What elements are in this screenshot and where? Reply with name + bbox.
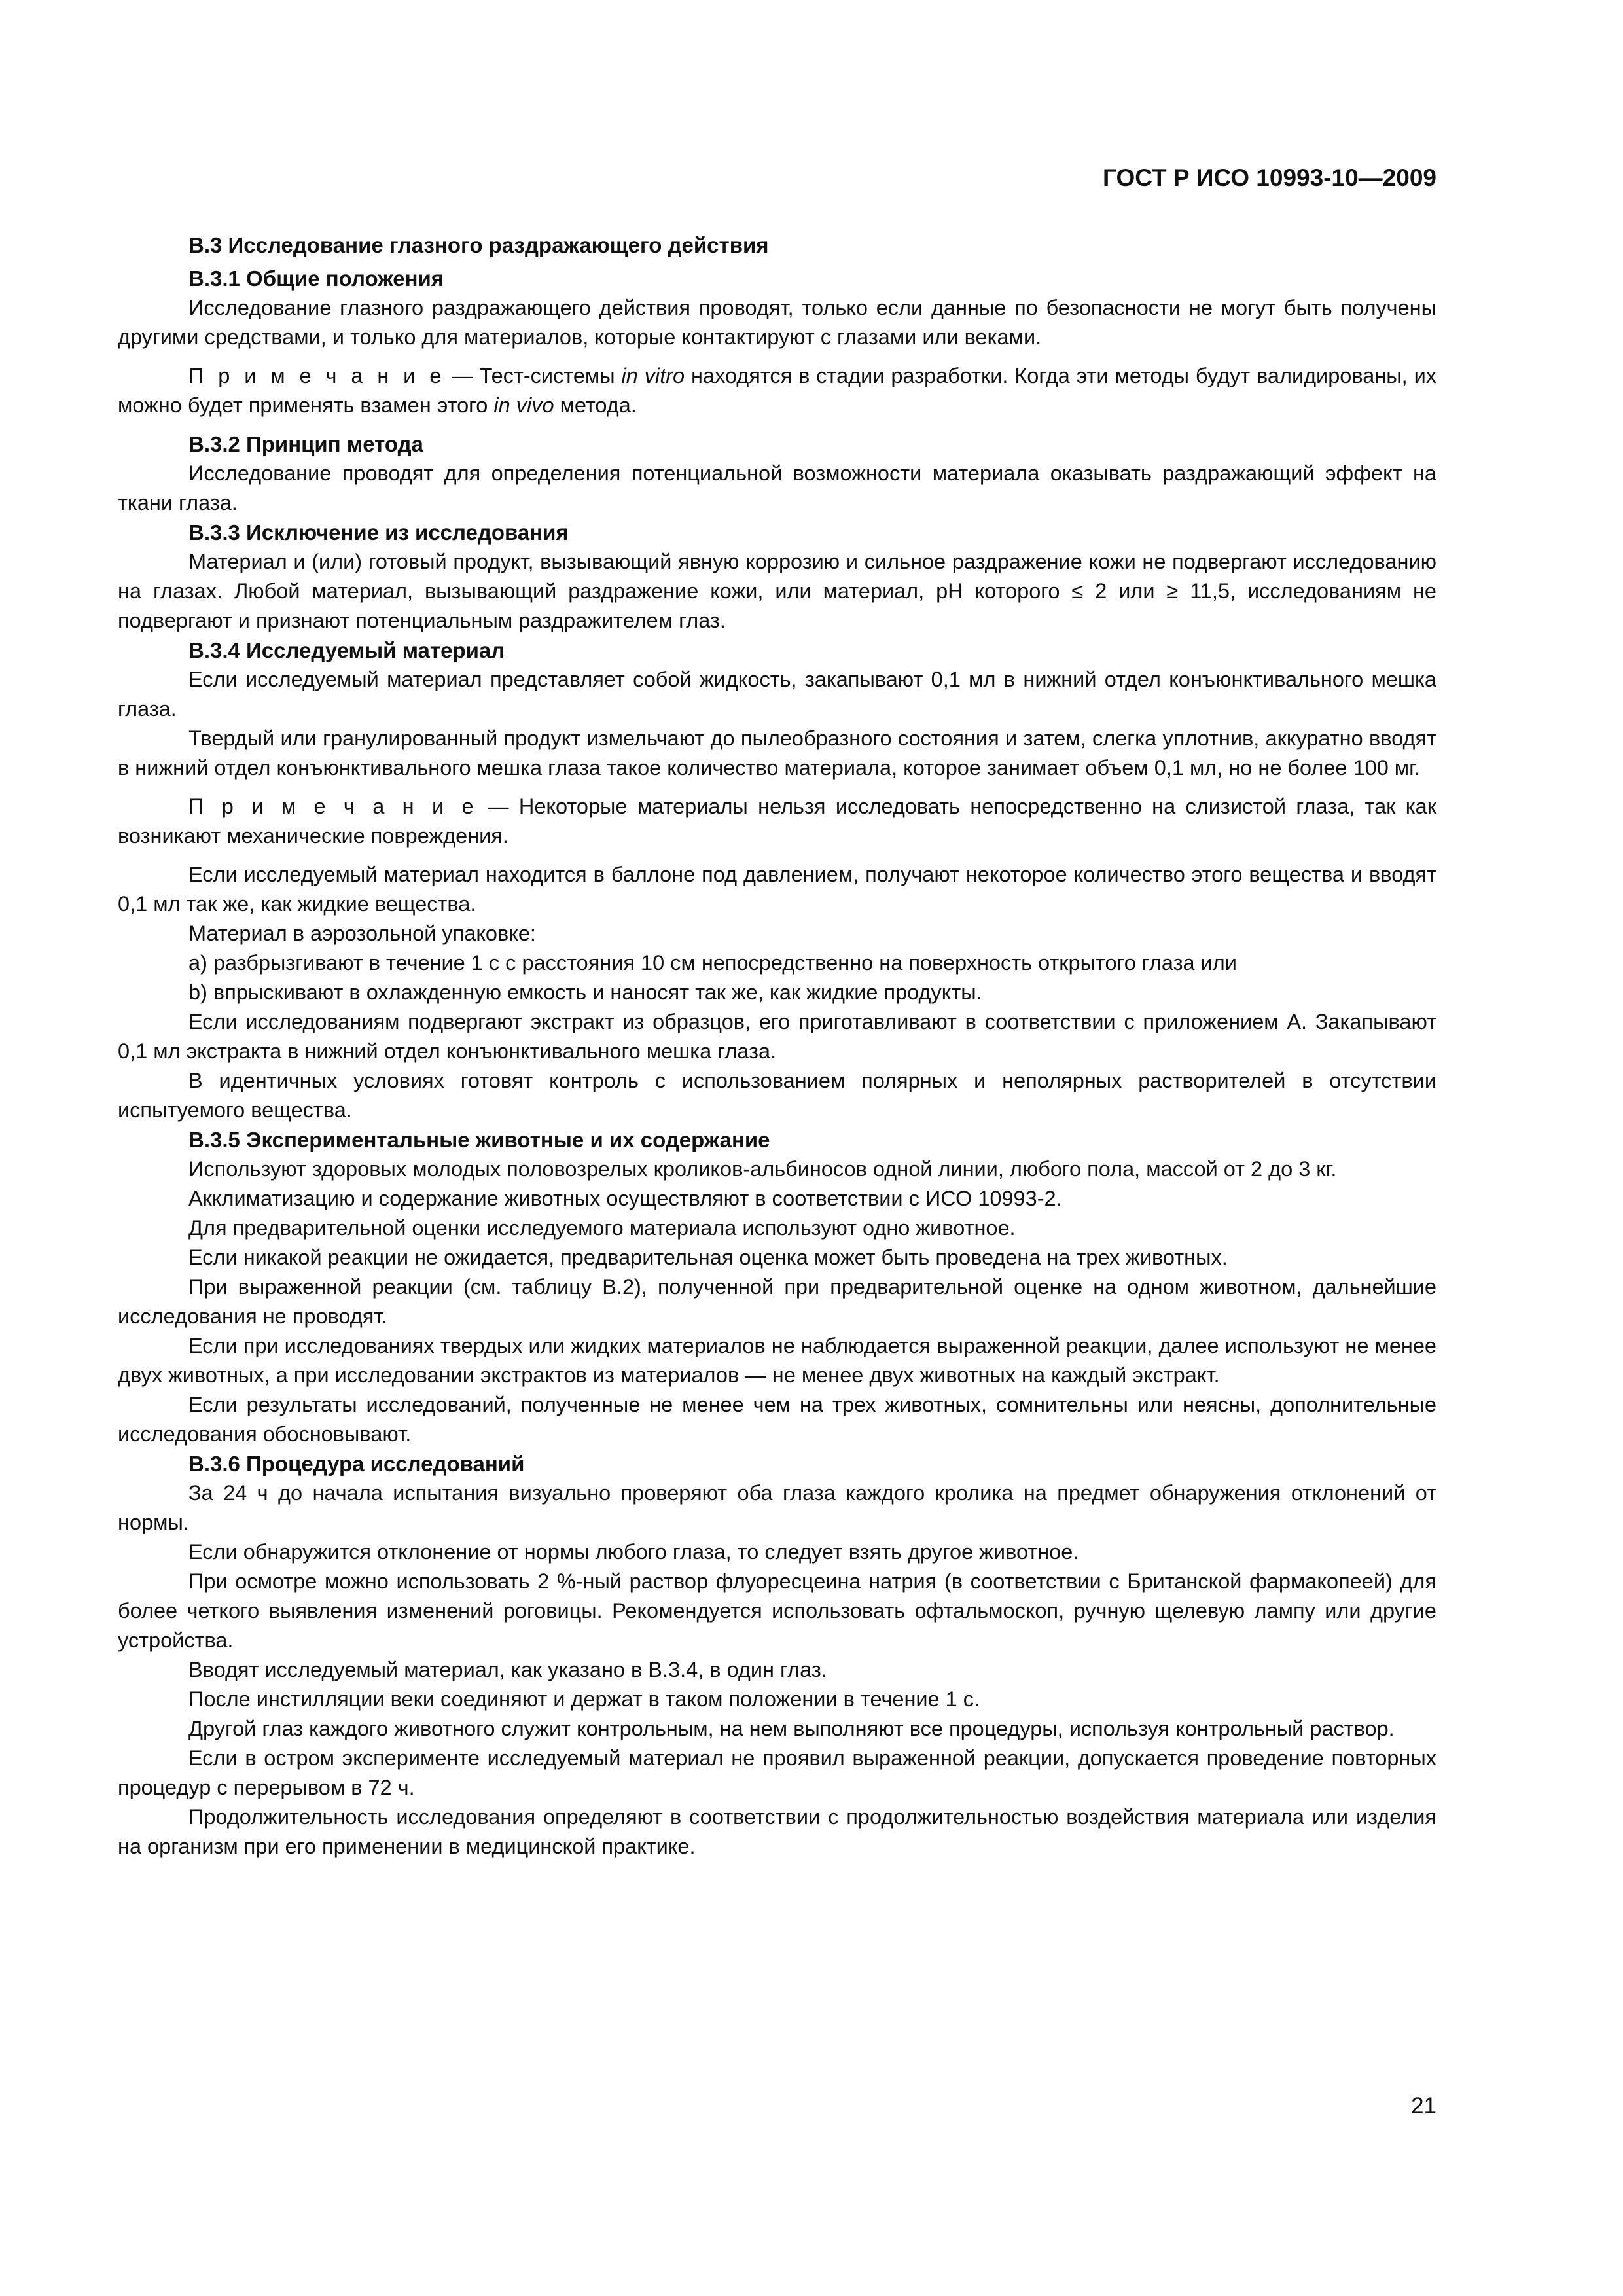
section-title: В.3 Исследование глазного раздражающего действия (188, 233, 769, 257)
paragraph: При выраженной реакции (см. таблицу В.2), полученной при предварительной оценке на одном животном, дальнейшие исследования не проводят. (118, 1275, 1436, 1328)
paragraph: Если исследованиям подвергают экстракт из образцов, его приготавливают в соответствии с приложением А. Закапывают 0,1 мл экстракта в нижний отдел конъюнктивального мешка глаза. (118, 1010, 1436, 1063)
paragraph: Для предварительной оценки исследуемого материала используют одно животное. (188, 1216, 1016, 1240)
note: П р и м е ч а н и е — Некоторые материалы нельзя исследовать непосредственно на слизистой глаза, так как возникают механические повреждения. (118, 795, 1436, 848)
paragraph: Если при исследованиях твердых или жидких материалов не наблюдается выраженной реакции, далее используют не менее двух животных, а при исследовании экстрактов из материалов — не менее двух животных на каждый экстракт. (118, 1334, 1436, 1387)
standard-designation: ГОСТ Р ИСО 10993-10—2009 (1102, 164, 1436, 191)
document-body (118, 230, 1436, 1861)
paragraph: За 24 ч до начала испытания визуально проверяют оба глаза каждого кролика на предмет обнаружения отклонений от нормы. (118, 1481, 1436, 1534)
paragraph: Если никакой реакции не ожидается, предварительная оценка может быть проведена на трех животных. (188, 1246, 1228, 1269)
paragraph: Исследование проводят для определения потенциальной возможности материала оказывать раздражающий эффект на ткани глаза. (118, 461, 1436, 514)
paragraph: Если исследуемый материал представляет собой жидкость, закапывают 0,1 мл в нижний отдел конъюнктивального мешка глаза. (118, 668, 1436, 721)
paragraph: Материал и (или) готовый продукт, вызывающий явную коррозию и сильное раздражение кожи не подвергают исследованию на глазах. Любой материал, вызывающий раздражение кожи, или материал, pH которого ≤ 2 или ≥ 11,5, исследованиям не подвергают и признают потенциальным раздражителем глаз. (118, 550, 1436, 632)
paragraph: Используют здоровых молодых половозрелых кроликов-альбиносов одной линии, любого пола, массой от 2 до 3 кг. (188, 1157, 1337, 1181)
subsection-title-b32: В.3.2 Принцип метода (188, 432, 423, 456)
page-number: 21 (1411, 2093, 1436, 2119)
subsection-title-b33: В.3.3 Исключение из исследования (188, 520, 569, 545)
list-item: b) впрыскивают в охлажденную емкость и наносят так же, как жидкие продукты. (188, 980, 982, 1004)
note-label: П р и м е ч а н и е (188, 364, 446, 387)
paragraph: Если в остром эксперименте исследуемый материал не проявил выраженной реакции, допускается проведение повторных процедур с перерывом в 72 ч. (118, 1746, 1436, 1799)
subsection-title-b34: В.3.4 Исследуемый материал (188, 638, 505, 662)
paragraph: В идентичных условиях готовят контроль с использованием полярных и неполярных растворителей в отсутствии испытуемого вещества. (118, 1069, 1436, 1122)
paragraph: Если исследуемый материал находится в баллоне под давлением, получают некоторое количество этого вещества и вводят 0,1 мл так же, как жидкие вещества. (118, 863, 1436, 916)
paragraph: Материал в аэрозольной упаковке: (188, 922, 536, 945)
note-label: П р и м е ч а н и е (188, 795, 478, 818)
list-item: a) разбрызгивают в течение 1 с с расстояния 10 см непосредственно на поверхность открытого глаза или (188, 951, 1237, 975)
paragraph: Твердый или гранулированный продукт измельчают до пылеобразного состояния и затем, слегка уплотнив, аккуратно вводят в нижний отдел конъюнктивального мешка глаза такое количество материала, которое занимает объем 0,1 мл, но не более 100 мг. (118, 726, 1436, 780)
paragraph: Если результаты исследований, полученные не менее чем на трех животных, сомнительны или неясны, дополнительные исследования обосновывают. (118, 1393, 1436, 1446)
paragraph: Акклиматизацию и содержание животных осуществляют в соответствии с ИСО 10993-2. (188, 1187, 1062, 1210)
paragraph: Если обнаружится отклонение от нормы любого глаза, то следует взять другое животное. (188, 1540, 1079, 1564)
subsection-title-b36: В.3.6 Процедура исследований (188, 1452, 525, 1476)
subsection-title-b31: В.3.1 Общие положения (188, 266, 444, 291)
subsection-title-b35: В.3.5 Экспериментальные животные и их содержание (188, 1128, 770, 1152)
note: П р и м е ч а н и е — Тест-системы in vitro находятся в стадии разработки. Когда эти методы будут валидированы, их можно будет применять взамен этого in vivo метода. (118, 364, 1436, 417)
paragraph: Вводят исследуемый материал, как указано в В.3.4, в один глаз. (188, 1658, 827, 1681)
paragraph: Другой глаз каждого животного служит контрольным, на нем выполняют все процедуры, используя контрольный раствор. (188, 1717, 1395, 1740)
paragraph: После инстилляции веки соединяют и держат в таком положении в течение 1 с. (188, 1687, 980, 1711)
paragraph: При осмотре можно использовать 2 %-ный раствор флуоресцеина натрия (в соответствии с Британской фармакопеей) для более четкого выявления изменений роговицы. Рекомендуется использовать офтальмоскоп, ручную щелевую лампу или другие устройства. (118, 1570, 1436, 1652)
paragraph: Продолжительность исследования определяют в соответствии с продолжительностью воздействия материала или изделия на организм при его применении в медицинской практике. (118, 1805, 1436, 1858)
paragraph: Исследование глазного раздражающего действия проводят, только если данные по безопасности не могут быть получены другими средствами, и только для материалов, которые контактируют с глазами или веками. (118, 296, 1436, 349)
